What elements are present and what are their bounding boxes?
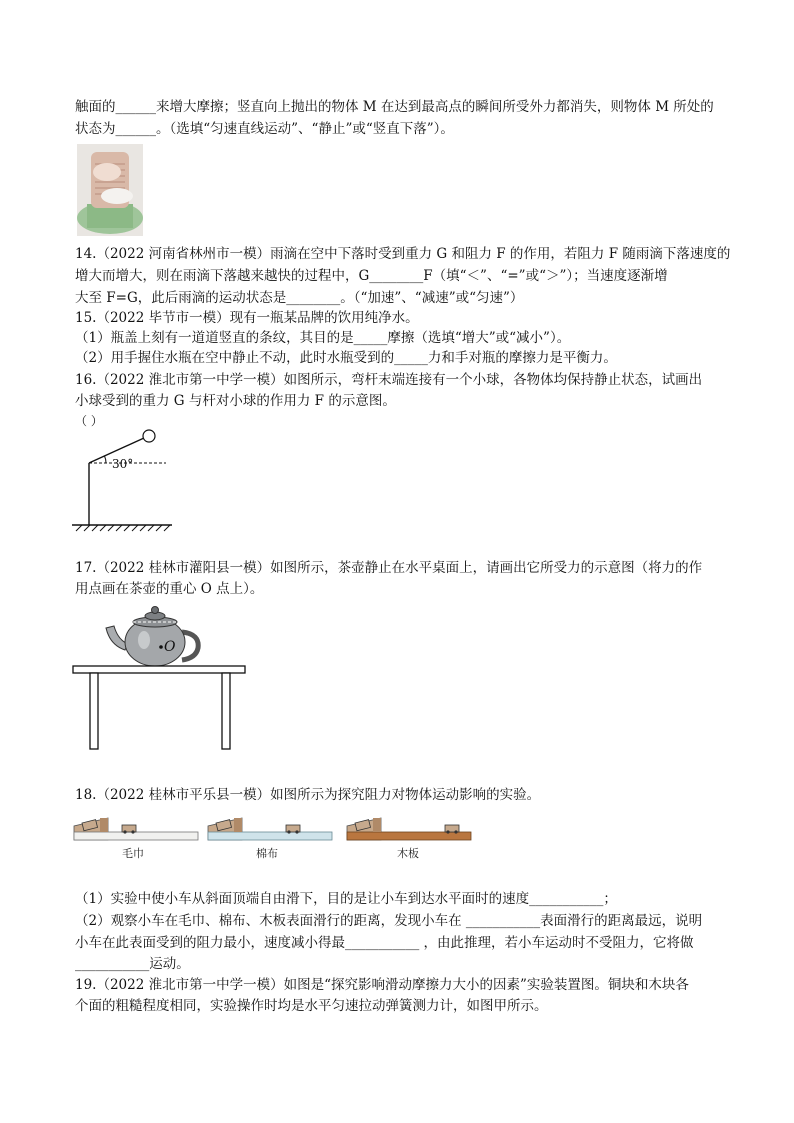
angle-label: 30° — [112, 457, 134, 471]
point-o-label: O — [164, 639, 176, 655]
teapot-lid-knob — [152, 607, 159, 614]
angle-arc — [105, 456, 107, 463]
q18-sub-2-line-3: ___________运动。 — [75, 956, 190, 972]
text-line-1: 触面的______来增大摩擦；竖直向上抛出的物体 M 在达到最高点的瞬间所受外力都消失，则物体 M 所处的 — [75, 99, 714, 115]
q17-line-2: 用点画在茶壶的重心 O 点上）。 — [75, 581, 264, 597]
small-ball — [143, 430, 155, 442]
washboard-photo — [77, 144, 143, 236]
surface-label-wood: 木板 — [397, 847, 419, 860]
table-top — [73, 666, 245, 673]
teapot-table-diagram — [70, 600, 250, 755]
teapot-spout — [106, 626, 128, 650]
q19-line-1: 19.（2022 淮北市第一中学一模）如图是“探究影响滑动摩擦力大小的因素”实验装置图。铜块和木块各 — [75, 977, 689, 993]
ramp-towel — [74, 812, 198, 844]
q18-line: 18.（2022 桂林市平乐县一模）如图所示为探究阻力对物体运动影响的实验。 — [75, 787, 541, 803]
q16-answer-paren: （ ） — [75, 414, 103, 428]
table-leg-left — [90, 673, 98, 749]
table-leg-right — [222, 673, 230, 749]
q18-sub-2-line-1: （2）观察小车在毛巾、棉布、木板表面滑行的距离，发现小车在 ___________表面滑行的距离最远，说明 — [75, 913, 703, 929]
q18-sub-1: （1）实验中使小车从斜面顶端自由滑下，目的是让小车到达水平面时的速度___________； — [75, 891, 617, 907]
q15-line-2: （1）瓶盖上刻有一道道竖直的条纹，其目的是_____摩擦（选填“增大”或“减小”）。 — [75, 330, 571, 346]
ramp-cotton — [208, 812, 332, 844]
q14-line-2: 增大而增大，则在雨滴下落越来越快的过程中，G________F（填“＜”、“=”或“＞”）；当速度逐渐增 — [75, 268, 668, 284]
q14-line-1: 14.（2022 河南省林州市一模）雨滴在空中下落时受到重力 G 和阻力 F 的作用，若阻力 F 随雨滴下落速度的 — [75, 246, 731, 262]
q16-line-1: 16.（2022 淮北市第一中学一模）如图所示，弯杆末端连接有一个小球，各物体均保持静止状态，试画出 — [75, 372, 703, 388]
ramp-wood — [347, 812, 471, 844]
surface-label-towel: 毛巾 — [122, 847, 144, 860]
q17-line-1: 17.（2022 桂林市灌阳县一模）如图所示，茶壶静止在水平桌面上，请画出它所受力的示意图（将力的作 — [75, 560, 703, 576]
surface-label-cotton: 棉布 — [256, 847, 278, 860]
center-of-gravity-point — [159, 645, 163, 649]
q19-line-2: 个面的粗糙程度相同，实验操作时均是水平匀速拉动弹簧测力计，如图甲所示。 — [75, 998, 548, 1014]
q16-line-2: 小球受到的重力 G 与杆对小球的作用力 F 的示意图。 — [75, 393, 396, 409]
q15-line-1: 15.（2022 毕节市一模）现有一瓶某品牌的饮用纯净水。 — [75, 310, 419, 326]
bent-rod-diagram — [70, 425, 180, 535]
q14-line-3: 大至 F=G，此后雨滴的运动状态是________。（“加速”、“减速”或“匀速”） — [75, 290, 524, 306]
text-line-2: 状态为______。（选填“匀速直线运动”、“静止”或“竖直下落”）。 — [75, 121, 454, 137]
q18-sub-2-line-2: 小车在此表面受到的阻力最小，速度减小得最___________ ，由此推理，若小车运动时不受阻力，它将做 — [75, 935, 694, 951]
q15-line-3: （2）用手握住水瓶在空中静止不动，此时水瓶受到的_____力和手对瓶的摩擦力是平衡力。 — [75, 350, 617, 366]
